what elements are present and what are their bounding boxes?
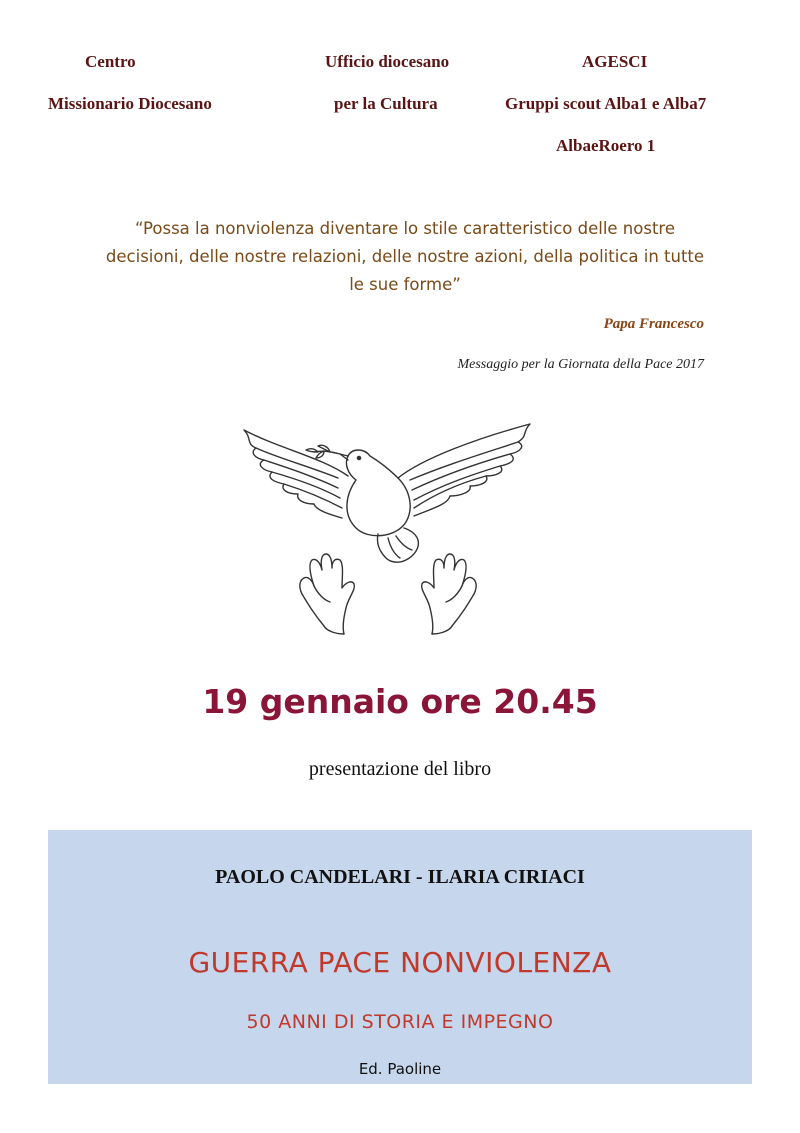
event-date: 19 gennaio ore 20.45 xyxy=(202,682,598,721)
quote-close-mark: ” xyxy=(452,275,461,294)
org1-line1: Centro xyxy=(85,52,136,71)
org3-line1: AGESCI xyxy=(582,52,648,71)
book-publisher: Ed. Paoline xyxy=(358,1060,442,1078)
book-info-box xyxy=(48,830,752,1084)
quote-open-mark: “ xyxy=(134,219,144,238)
book-title: GUERRA PACE NONVIOLENZA xyxy=(188,946,612,979)
org1-line2: Missionario Diocesano xyxy=(48,94,212,113)
quote-author: Papa Francesco xyxy=(603,316,704,332)
event-subtitle: presentazione del libro xyxy=(308,758,492,780)
quote-block xyxy=(100,215,710,299)
org3-line2: Gruppi scout Alba1 e Alba7 xyxy=(505,94,707,113)
org2-line2: per la Cultura xyxy=(334,94,438,113)
org2-line1: Ufficio diocesano xyxy=(325,52,450,71)
book-authors: PAOLO CANDELARI - ILARIA CIRIACI xyxy=(215,866,585,888)
book-subtitle: 50 ANNI DI STORIA E IMPEGNO xyxy=(246,1011,554,1033)
quote-text: Possa la nonviolenza diventare lo stile caratteristico delle nostre decisioni, delle nostre relazioni, delle nostre azioni, della politica in tutte le sue forme xyxy=(105,219,705,294)
org3-line3: AlbaeRoero 1 xyxy=(556,136,656,155)
dove-with-hands-icon xyxy=(238,418,538,643)
quote-source: Messaggio per la Giornata della Pace 2017 xyxy=(457,357,704,372)
